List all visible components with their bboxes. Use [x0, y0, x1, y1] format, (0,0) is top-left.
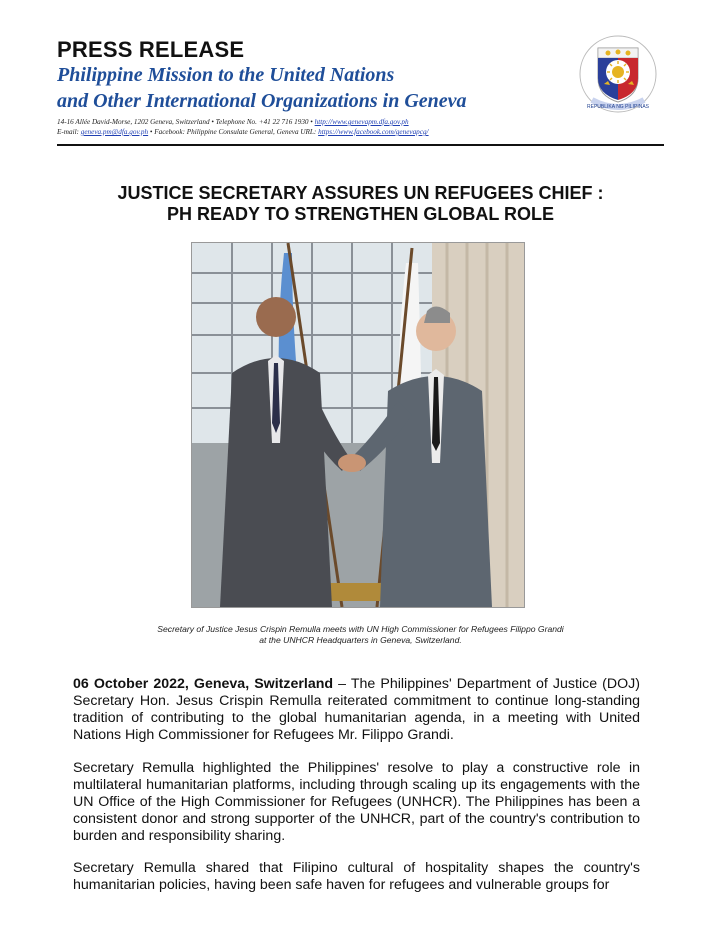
dateline: 06 October 2022, Geneva, Switzerland: [73, 676, 334, 692]
headline: [57, 183, 664, 225]
email-label: E-mail:: [57, 128, 79, 136]
website-link[interactable]: http://www.genevapm.dfa.gov.ph: [314, 118, 409, 126]
handshake-photo-illustration: [192, 243, 524, 607]
body-paragraph-3: Secretary Remulla shared that Filipino cultural of hospitality shapes the country's humanitarian policies, having been safe haven for refugees and vulnerable groups for: [73, 860, 640, 893]
mission-name-line1: Philippine Mission to the United Nations: [57, 64, 395, 86]
address-line: [57, 117, 667, 127]
headline-line1: JUSTICE SECRETARY ASSURES UN REFUGEES CHIEF :: [117, 183, 604, 203]
press-release-title: PRESS RELEASE: [57, 37, 245, 62]
headline-line2: PH READY TO STRENGTHEN GLOBAL ROLE: [166, 204, 555, 224]
photo-caption: [57, 624, 664, 646]
meeting-photo: [191, 242, 525, 608]
philippine-seal-icon: [578, 34, 658, 114]
seal-text: REPUBLIKA NG PILIPINAS: [587, 104, 649, 110]
header-divider: [57, 144, 664, 146]
facebook-link[interactable]: https://www.facebook.com/genevapcg/: [318, 128, 429, 136]
mission-name-line2: and Other International Organizations in Geneva: [57, 90, 467, 112]
body-paragraph-1: [73, 676, 640, 744]
body-paragraph-2: Secretary Remulla highlighted the Philippines' resolve to play a constructive role in multilateral humanitarian platforms, including through scaling up its engagements with the UN Office of the High Commissioner for Refugees (UNHCR). The Philippines has been a consistent donor and strong supporter of the UNHCR, part of the country's contribution to burden and responsibility sharing.: [73, 760, 640, 844]
contact-line: [57, 127, 667, 137]
address-text: 14-16 Allée David-Morse, 1202 Geneva, Switzerland • Telephone No. +41 22 716 1930 •: [57, 118, 313, 126]
letterhead: [57, 38, 667, 137]
email-link[interactable]: geneva.pm@dfa.gov.ph: [80, 128, 149, 136]
caption-line1: Secretary of Justice Jesus Crispin Remulla meets with UN High Commissioner for Refugees Filippo Grandi: [157, 624, 564, 634]
paragraph-1-text: – The Philippines' Department of Justice (DOJ) Secretary Hon. Jesus Crispin Remulla reiterated commitment to continue long-standing tradition of contributing to the global humanitarian agenda, in a meeting with United Nations High Commissioner for Refugees Mr. Filippo Grandi.: [73, 676, 640, 743]
facebook-label: • Facebook: Philippine Consulate General, Geneva URL:: [149, 128, 317, 136]
caption-line2: at the UNHCR Headquarters in Geneva, Switzerland.: [259, 635, 462, 645]
